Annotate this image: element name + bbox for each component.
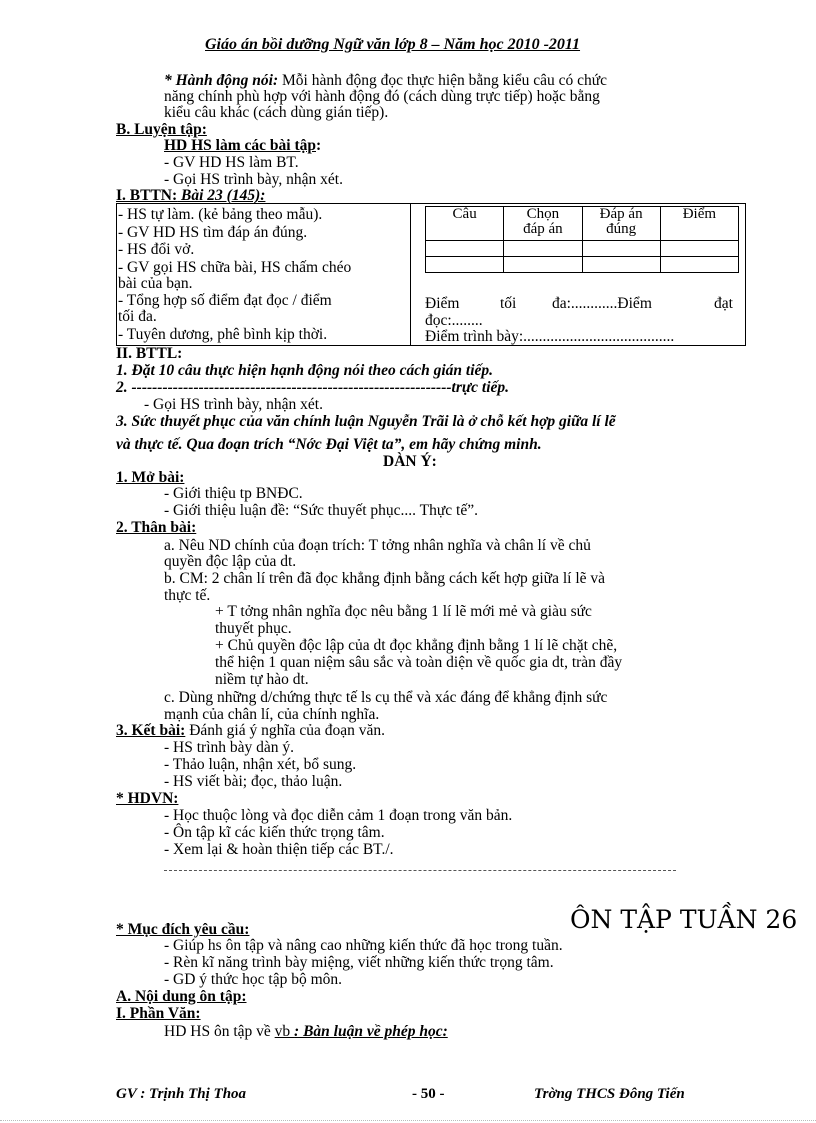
purpose-item-1: - Giúp hs ôn tập và nâng cao những kiến thức đã học trong tuần. xyxy=(164,937,563,954)
section-i-label: I. BTTN: xyxy=(116,187,178,204)
outline-sub-line-3: + Chủ quyền độc lập của dt đọc khẳng định bằng 1 lí lẽ chặt chẽ, xyxy=(215,637,618,654)
intro-line1-text: Mỗi hành động đọc thực hiện bằng kiểu câu có chức xyxy=(278,72,608,89)
outline-sub-line-5: niềm tự hào dt. xyxy=(215,671,309,688)
left-col-line-7: tối đa. xyxy=(118,308,157,325)
outline-ket-bai xyxy=(116,723,385,739)
left-col-line-3: - HS đổi vở. xyxy=(118,241,195,258)
section-ii-q2-note: - Gọi HS trình bày, nhận xét. xyxy=(144,396,323,413)
outline-c-line-1: c. Dùng những d/chứng thực tế ls cụ thể và xác đáng để khẳng định sức xyxy=(164,689,608,706)
section-b-item-1: - GV HD HS làm BT. xyxy=(164,154,299,171)
score-header-cell: Câu xyxy=(426,207,504,241)
score-max-label: Điểm xyxy=(425,295,460,312)
page-bottom-rule xyxy=(0,1120,816,1121)
outline-sub-line-1: + T tởng nhân nghĩa đọc nêu bằng 1 lí lẽ mới mẻ và giàu sức xyxy=(215,603,592,620)
footer-teacher: GV : Trịnh Thị Thoa xyxy=(116,1086,247,1102)
outline-ket-item-2: - Thảo luận, nhận xét, bổ sung. xyxy=(164,756,357,773)
content-a-title: A. Nội dung ôn tập: xyxy=(116,988,247,1005)
section-i-ref: Bài 23 (145): xyxy=(177,187,266,204)
week-title: ÔN TẬP TUẦN 26 xyxy=(570,905,798,934)
footer-school: Trờng THCS Đông Tiến xyxy=(534,1086,685,1102)
left-col-line-8: - Tuyên dương, phê bình kịp thời. xyxy=(118,326,328,343)
section-ii-q3-line-2: và thực tế. Qua đoạn trích “Nớc Đại Việt ta”, em hãy chứng minh. xyxy=(116,436,542,453)
purpose-title: * Mục đích yêu cầu: xyxy=(116,921,250,938)
hdvn-item-1: - Học thuộc lòng và đọc diễn cảm 1 đoạn trong văn bản. xyxy=(164,807,513,824)
outline-mo-item-1: - Giới thiệu tp BNĐC. xyxy=(164,485,303,502)
section-divider xyxy=(164,870,676,871)
purpose-item-2: - Rèn kĩ năng trình bày miệng, viết những kiến thức trọng tâm. xyxy=(164,954,554,971)
section-b-item-2: - Gọi HS trình bày, nhận xét. xyxy=(164,171,343,188)
content-i-title: I. Phần Văn: xyxy=(116,1005,201,1022)
score-header-cell: Điểm xyxy=(660,207,738,241)
outline-ket-item-1: - HS trình bày dàn ý. xyxy=(164,739,295,756)
outline-sub-line-4: thể hiện 1 quan niệm sâu sắc và toàn diện về quốc gia dt, tràn đầy xyxy=(215,654,623,671)
outline-mo-item-2: - Giới thiệu luận đề: “Sức thuyết phục.... Thực tế”. xyxy=(164,502,478,519)
outline-c-line-2: mạnh của chân lí, của chính nghĩa. xyxy=(164,706,380,723)
section-ii-q2: 2. --------------------------------------------------------------trực tiếp. xyxy=(116,379,510,396)
section-i-title xyxy=(116,188,265,204)
section-b-title: B. Luyện tập: xyxy=(116,121,207,138)
outline-ket-bai-text: Đánh giá ý nghĩa của đoạn văn. xyxy=(185,722,386,739)
outline-than-line-4: thực tế. xyxy=(164,587,211,604)
purpose-item-3: - GD ý thức học tập bộ môn. xyxy=(164,971,343,988)
intro-line-2: năng chính phù hợp với hành động đó (cách dùng trực tiếp) hoặc bằng xyxy=(164,88,600,105)
score-table xyxy=(425,206,739,273)
section-ii-title: II. BTTL: xyxy=(116,345,183,362)
score-header-cell: Chọn đáp án xyxy=(504,207,582,241)
page-header: Giáo án bồi dưỡng Ngữ văn lớp 8 – Năm học 2010 -2011 xyxy=(205,36,581,53)
outline-than-line-3: b. CM: 2 chân lí trên đã đọc khẳng định bằng cách kết hợp giữa lí lẽ và xyxy=(164,570,606,587)
left-col-line-4: - GV gọi HS chữa bài, HS chấm chéo xyxy=(118,259,352,276)
outline-than-line-2: quyền độc lập của dt. xyxy=(164,553,297,570)
table-row xyxy=(426,241,739,257)
content-hd-vb: vb xyxy=(274,1023,295,1040)
score-table-header-row xyxy=(426,207,739,241)
score-achieved-word: đạt xyxy=(714,295,733,312)
outline-title: DÀN Ý: xyxy=(383,453,437,470)
left-col-line-5: bài của bạn. xyxy=(118,275,193,292)
left-col-line-1: - HS tự làm. (kẻ bảng theo mẫu). xyxy=(118,206,323,223)
section-ii-q3-line-1: 3. Sức thuyết phục của văn chính luận Nguyễn Trãi là ở chỗ kết hợp giữa lí lẽ xyxy=(116,413,616,430)
left-col-line-6: - Tổng hợp số điểm đạt đọc / điểm xyxy=(118,292,332,309)
intro-lead: * Hành động nói: xyxy=(164,72,279,89)
table-row xyxy=(426,257,739,273)
content-hd-title: : Bàn luận về phép học: xyxy=(294,1023,448,1040)
score-max-dots: đa:............Điểm xyxy=(552,295,652,312)
left-col-line-2: - GV HD HS tìm đáp án đúng. xyxy=(118,224,308,241)
outline-than-bai: 2. Thân bài: xyxy=(116,519,197,536)
content-hd-line xyxy=(164,1024,448,1040)
section-b-sub xyxy=(164,138,321,154)
outline-ket-item-3: - HS viết bài; đọc, thảo luận. xyxy=(164,773,343,790)
outline-than-line-1: a. Nêu ND chính của đoạn trích: T tởng nhân nghĩa và chân lí về chủ xyxy=(164,537,591,554)
hdvn-item-2: - Ôn tập kĩ các kiến thức trọng tâm. xyxy=(164,824,385,841)
score-header-cell: Đáp án đúng xyxy=(582,207,660,241)
score-achieved-dots: đọc:........ xyxy=(425,312,483,329)
outline-sub-line-2: thuyết phục. xyxy=(215,620,292,637)
outline-mo-bai: 1. Mở bài: xyxy=(116,469,185,486)
score-max-word: tối xyxy=(500,295,517,312)
intro-line-1 xyxy=(164,73,607,89)
section-ii-q1: 1. Đặt 10 câu thực hiện hạnh động nói theo cách gián tiếp. xyxy=(116,362,494,379)
section-b-sub-label: HD HS làm các bài tập xyxy=(164,137,316,154)
outline-ket-bai-label: 3. Kết bài: xyxy=(116,722,186,739)
hdvn-title: * HDVN: xyxy=(116,790,179,807)
footer-page-number: - 50 - xyxy=(412,1086,445,1102)
intro-line-3: kiểu câu khác (cách dùng gián tiếp). xyxy=(164,104,389,121)
content-hd-prefix: HD HS ôn tập về xyxy=(164,1023,275,1040)
score-presentation: Điểm trình bày:....................................... xyxy=(425,328,675,345)
hdvn-item-3: - Xem lại & hoàn thiện tiếp các BT./. xyxy=(164,841,394,858)
section-b-sub-colon: : xyxy=(316,137,322,154)
